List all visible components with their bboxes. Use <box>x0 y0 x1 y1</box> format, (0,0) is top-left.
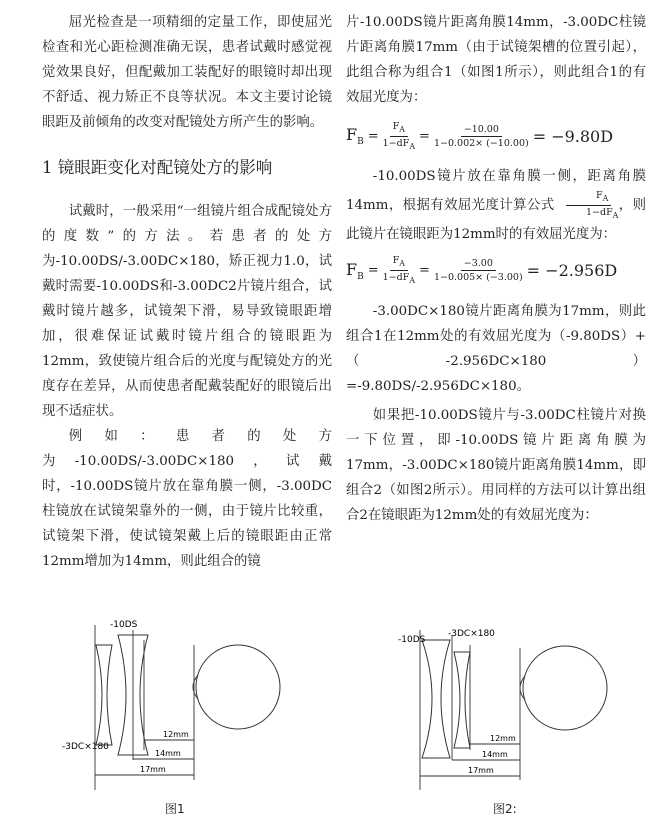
eq1-result: = −9.80D <box>532 126 614 146</box>
fig1-label-cyl: -3DC×180 <box>62 742 109 752</box>
fig2-sph-lens <box>422 640 450 758</box>
fig2-cyl-lens <box>454 652 470 748</box>
equation-2: $F_B$ = $\frac{F_A}{1-dF_A}$ = $\frac{-3.00}{1-0.005\times (-3.00)}$ = −2.956D <box>346 255 618 286</box>
paragraph-combo1: 片-10.00DS镜片距离角膜14mm，-3.00DC柱镜片距离角膜17mm（由于试镜架槽的位置引起），此组合称为组合1（如图1所示），则此组合1的有效屈光度为： <box>346 15 646 105</box>
fig2-label-cyl: -3DC×180 <box>448 629 495 639</box>
eq1-lhs: $F_B$ <box>346 124 364 148</box>
figure-2-caption: 图2: <box>493 802 517 816</box>
fig2-label-sph: -10DS <box>398 635 426 645</box>
right-column <box>346 0 646 528</box>
figure-2-diagram <box>390 620 640 805</box>
fig1-dist-17: 17mm <box>140 765 166 774</box>
inline-formula: $\frac{F_A}{1-dF_A}$ <box>559 189 618 222</box>
fig1-cyl-lens <box>96 645 112 745</box>
fig2-eye <box>523 646 607 730</box>
fig1-dist-12: 12mm <box>163 730 189 739</box>
fig2-dist-12: 12mm <box>490 734 516 743</box>
section-heading: 1 镜眼距变化对配镜处方的影响 <box>42 158 273 177</box>
fig1-eye <box>196 645 280 729</box>
paragraph-example: 例如：患者的处方为-10.00DS/-3.00DC×180，试戴时，-10.00DS镜片放在靠角膜一侧，-3.00DC柱镜放在试镜架靠外的一侧，由于镜片比较重，试镜架下滑，使试镜架戴上后的镜眼距由正常12mm增加为14mm，则此组合的镜 <box>42 429 332 569</box>
paragraph-combo1-result: -3.00DC×180镜片距离角膜为17mm，则此组合1在12mm处的有效屈光度为（-9.80DS）+（-2.956DC×180）=-9.80DS/-2.956DC×180。 <box>346 303 646 394</box>
left-column <box>42 0 332 574</box>
eq2-frac2: $\frac{-3.00}{1-0.005\times (-3.00)}$ <box>433 258 523 284</box>
paragraph-trial: 试戴时，一般采用“一组镜片组合成配镜处方的度数”的方法。若患者的处方为-10.00DS/-3.00DC×180，矫正视力1.0，试戴时需要-10.00DS和-3.00DC2片镜片组合，试戴时镜片越多，试镜架下滑，易导致镜眼距增加，很难保证试戴时镜片组合的镜眼距为12mm，致使镜片组合后的光度与配镜处方的光度存在差异，从而使患者配戴装配好的眼镜后出现不适症状。 <box>42 204 332 419</box>
figure-1-diagram <box>60 615 310 805</box>
paragraph-effective: -10.00DS镜片放在靠角膜一侧，距离角膜14mm，根据有效屈光度计算公式 $\frac{F_A}{1-dF_A}$ ，则此镜片在镜眼距为12mm时的有效屈光度为： <box>346 169 646 242</box>
fig2-dist-14: 14mm <box>482 750 508 759</box>
fig1-label-sph: -10DS <box>110 620 138 630</box>
paragraph-combo2: 如果把-10.00DS镜片与-3.00DC柱镜片对换一下位置，即-10.00DS镜片距离角膜为17mm，-3.00DC×180镜片距离角膜14mm，即组合2（如图2所示）。用同样的方法可以计算出组合2在镜眼距为12mm处的有效屈光度为： <box>346 407 646 523</box>
eq2-result: = −2.956D <box>526 261 618 281</box>
equation-1: $F_B$ = $\frac{F_A}{1-dF_A}$ = $\frac{-10.00}{1-0.002\times (-10.00)}$ = −9.80D <box>346 120 614 151</box>
paragraph-intro: 屈光检查是一项精细的定量工作，即使屈光检查和光心距检测准确无误，患者试戴时感觉视觉效果良好，但配戴加工装配好的眼镜时却出现不舒适、视力矫正不良等状况。本文主要讨论镜眼距及前倾角的改变对配镜处方所产生的影响。 <box>42 15 332 130</box>
fig1-dist-14: 14mm <box>155 749 181 758</box>
eq1-frac1: $\frac{F_A}{1-dF_A}$ <box>382 120 416 151</box>
figure-1-caption: 图1 <box>165 802 185 816</box>
fig2-dist-17: 17mm <box>468 766 494 775</box>
eq1-frac2: $\frac{-10.00}{1-0.002\times (-10.00)}$ <box>433 123 529 149</box>
